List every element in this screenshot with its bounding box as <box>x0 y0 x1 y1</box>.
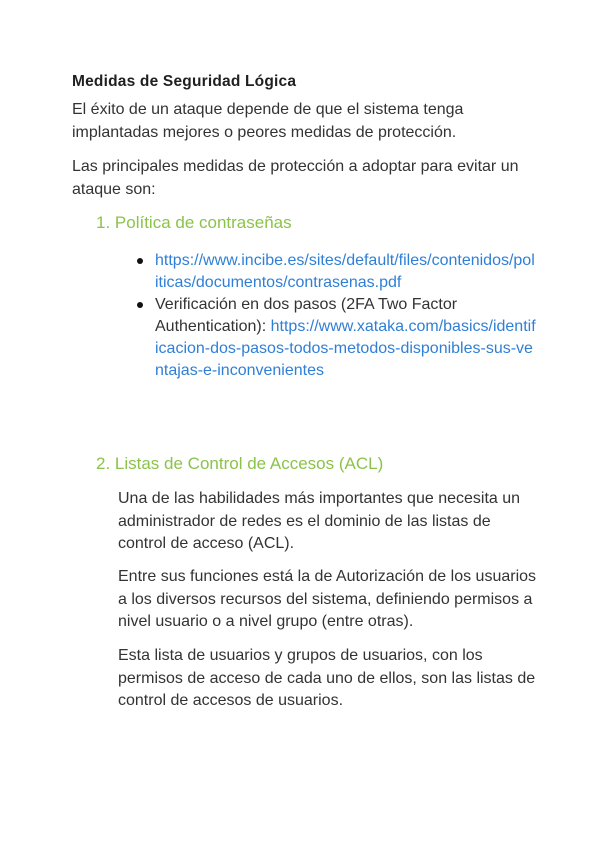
intro-paragraph-2: Las principales medidas de protección a adoptar para evitar un ataque son: <box>72 158 519 198</box>
intro-paragraph-1: El éxito de un ataque depende de que el sistema tenga implantadas mejores o peores medidas de protección. <box>72 101 464 141</box>
section-title-passwords: 1. Política de contraseñas <box>96 213 292 232</box>
password-bullet-list <box>137 250 537 382</box>
section-title-acl: 2. Listas de Control de Accesos (ACL) <box>96 454 384 473</box>
acl-paragraph-2: Entre sus funciones está la de Autorización de los usuarios a los diversos recursos del sistema, definiendo permisos a nivel usuario o a nivel grupo (entre otras). <box>118 568 537 630</box>
list-item <box>137 294 537 382</box>
bullet-text-2fa: Verificación en dos pasos (2FA Two Factor Authentication): <box>155 296 458 335</box>
page-title: Medidas de Seguridad Lógica <box>72 73 297 90</box>
list-item <box>137 250 537 294</box>
bullet-icon <box>137 302 143 308</box>
incibe-link[interactable]: https://www.incibe.es/sites/default/files/contenidos/politicas/documentos/contrasenas.pdf <box>155 252 535 291</box>
acl-paragraph-1: Una de las habilidades más importantes que necesita un administrador de redes es el dominio de las listas de control de acceso (ACL). <box>118 490 521 552</box>
xataka-link[interactable]: https://www.xataka.com/basics/identificacion-dos-pasos-todos-metodos-disponibles-sus-ventajas-e-inconvenientes <box>155 318 536 379</box>
acl-paragraph-3: Esta lista de usuarios y grupos de usuarios, con los permisos de acceso de cada uno de ellos, son las listas de control de accesos de usuarios. <box>118 647 536 709</box>
bullet-icon <box>137 258 143 264</box>
